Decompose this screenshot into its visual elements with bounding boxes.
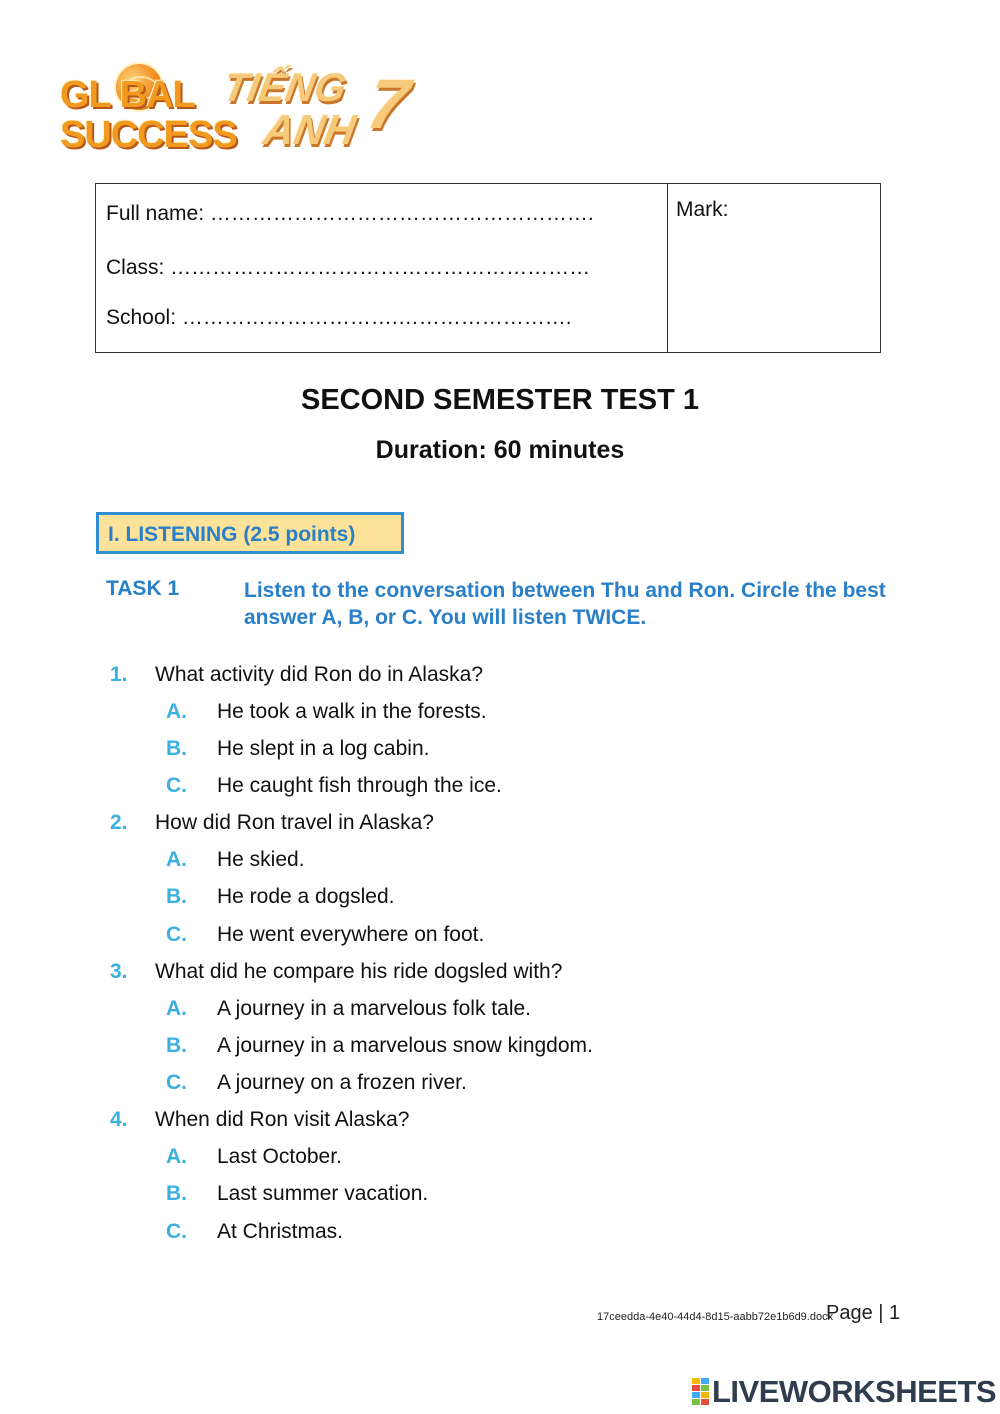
logo-success-text: SUCCESS bbox=[60, 114, 237, 156]
mark-label: Mark: bbox=[676, 198, 729, 221]
option-3a[interactable] bbox=[0, 997, 1000, 1027]
question-1 bbox=[0, 663, 1000, 693]
page-number: Page | 1 bbox=[826, 1302, 901, 1324]
option-text: He went everywhere on foot. bbox=[217, 923, 485, 946]
logo-global-text: GL BAL bbox=[60, 74, 195, 116]
task-instruction: Listen to the conversation between Thu and Ron. Circle the best answer A, B, or C. You will listen TWICE. bbox=[244, 579, 886, 629]
option-text: He caught fish through the ice. bbox=[217, 774, 502, 797]
option-letter: C. bbox=[166, 1071, 187, 1094]
question-text: When did Ron visit Alaska? bbox=[155, 1108, 410, 1131]
document-filename: 17ceedda-4e40-44d4-8d15-aabb72e1b6d9.docx bbox=[597, 1311, 834, 1323]
question-2 bbox=[0, 811, 1000, 841]
option-text: He slept in a log cabin. bbox=[217, 737, 430, 760]
logo-anh-text: ANH bbox=[260, 106, 360, 153]
option-letter: C. bbox=[166, 1220, 187, 1243]
class-field[interactable]: Class: …………………………………………………… bbox=[106, 256, 591, 279]
option-1a[interactable] bbox=[0, 700, 1000, 730]
liveworksheets-text: LIVEWORKSHEETS bbox=[712, 1374, 997, 1409]
option-text: He took a walk in the forests. bbox=[217, 700, 487, 723]
option-4b[interactable] bbox=[0, 1182, 1000, 1212]
option-4a[interactable] bbox=[0, 1145, 1000, 1175]
option-text: Last summer vacation. bbox=[217, 1182, 429, 1205]
test-duration: Duration: 60 minutes bbox=[375, 436, 625, 464]
school-field[interactable]: School: ………………………….……………………. bbox=[106, 306, 572, 329]
option-letter: B. bbox=[166, 1034, 187, 1057]
option-1b[interactable] bbox=[0, 737, 1000, 767]
option-text: A journey on a frozen river. bbox=[217, 1071, 467, 1094]
logo-grade-text: 7 bbox=[361, 65, 415, 143]
global-success-logo bbox=[60, 58, 440, 158]
question-text: How did Ron travel in Alaska? bbox=[155, 811, 434, 834]
option-text: At Christmas. bbox=[217, 1220, 344, 1243]
option-1c[interactable] bbox=[0, 774, 1000, 804]
option-text: A journey in a marvelous snow kingdom. bbox=[217, 1034, 593, 1057]
option-3c[interactable] bbox=[0, 1071, 1000, 1101]
question-3 bbox=[0, 960, 1000, 990]
liveworksheets-logo[interactable] bbox=[692, 1374, 997, 1409]
option-letter: A. bbox=[166, 848, 187, 871]
option-letter: A. bbox=[166, 997, 187, 1020]
full-name-field[interactable]: Full name: ………………………………………………. bbox=[106, 202, 594, 225]
option-letter: A. bbox=[166, 700, 187, 723]
option-text: He rode a dogsled. bbox=[217, 885, 395, 908]
option-letter: B. bbox=[166, 1182, 187, 1205]
student-info-box bbox=[95, 183, 881, 353]
global-success-wordmark bbox=[60, 64, 237, 156]
task-label: TASK 1 bbox=[106, 577, 180, 600]
question-text: What activity did Ron do in Alaska? bbox=[155, 663, 484, 686]
option-text: Last October. bbox=[217, 1145, 342, 1168]
liveworksheets-icon bbox=[692, 1378, 710, 1404]
option-text: He skied. bbox=[217, 848, 305, 871]
question-number: 4. bbox=[110, 1108, 128, 1131]
option-2b[interactable] bbox=[0, 885, 1000, 915]
section-heading-text: I. LISTENING (2.5 points) bbox=[108, 523, 356, 546]
option-letter: C. bbox=[166, 923, 187, 946]
option-2c[interactable] bbox=[0, 923, 1000, 953]
question-number: 3. bbox=[110, 960, 128, 983]
option-letter: B. bbox=[166, 737, 187, 760]
logo-tieng-text: TIẾNG bbox=[219, 66, 350, 110]
student-details-cell bbox=[96, 184, 668, 352]
option-3b[interactable] bbox=[0, 1034, 1000, 1064]
question-4 bbox=[0, 1108, 1000, 1138]
option-2a[interactable] bbox=[0, 848, 1000, 878]
option-letter: C. bbox=[166, 774, 187, 797]
test-title: SECOND SEMESTER TEST 1 bbox=[300, 384, 699, 416]
section-heading-listening bbox=[96, 512, 404, 554]
option-letter: B. bbox=[166, 885, 187, 908]
option-4c[interactable] bbox=[0, 1220, 1000, 1250]
question-number: 2. bbox=[110, 811, 128, 834]
question-number: 1. bbox=[110, 663, 128, 686]
option-text: A journey in a marvelous folk tale. bbox=[217, 997, 531, 1020]
question-text: What did he compare his ride dogsled with? bbox=[155, 960, 563, 983]
option-letter: A. bbox=[166, 1145, 187, 1168]
tieng-anh-7-wordmark bbox=[211, 58, 449, 158]
